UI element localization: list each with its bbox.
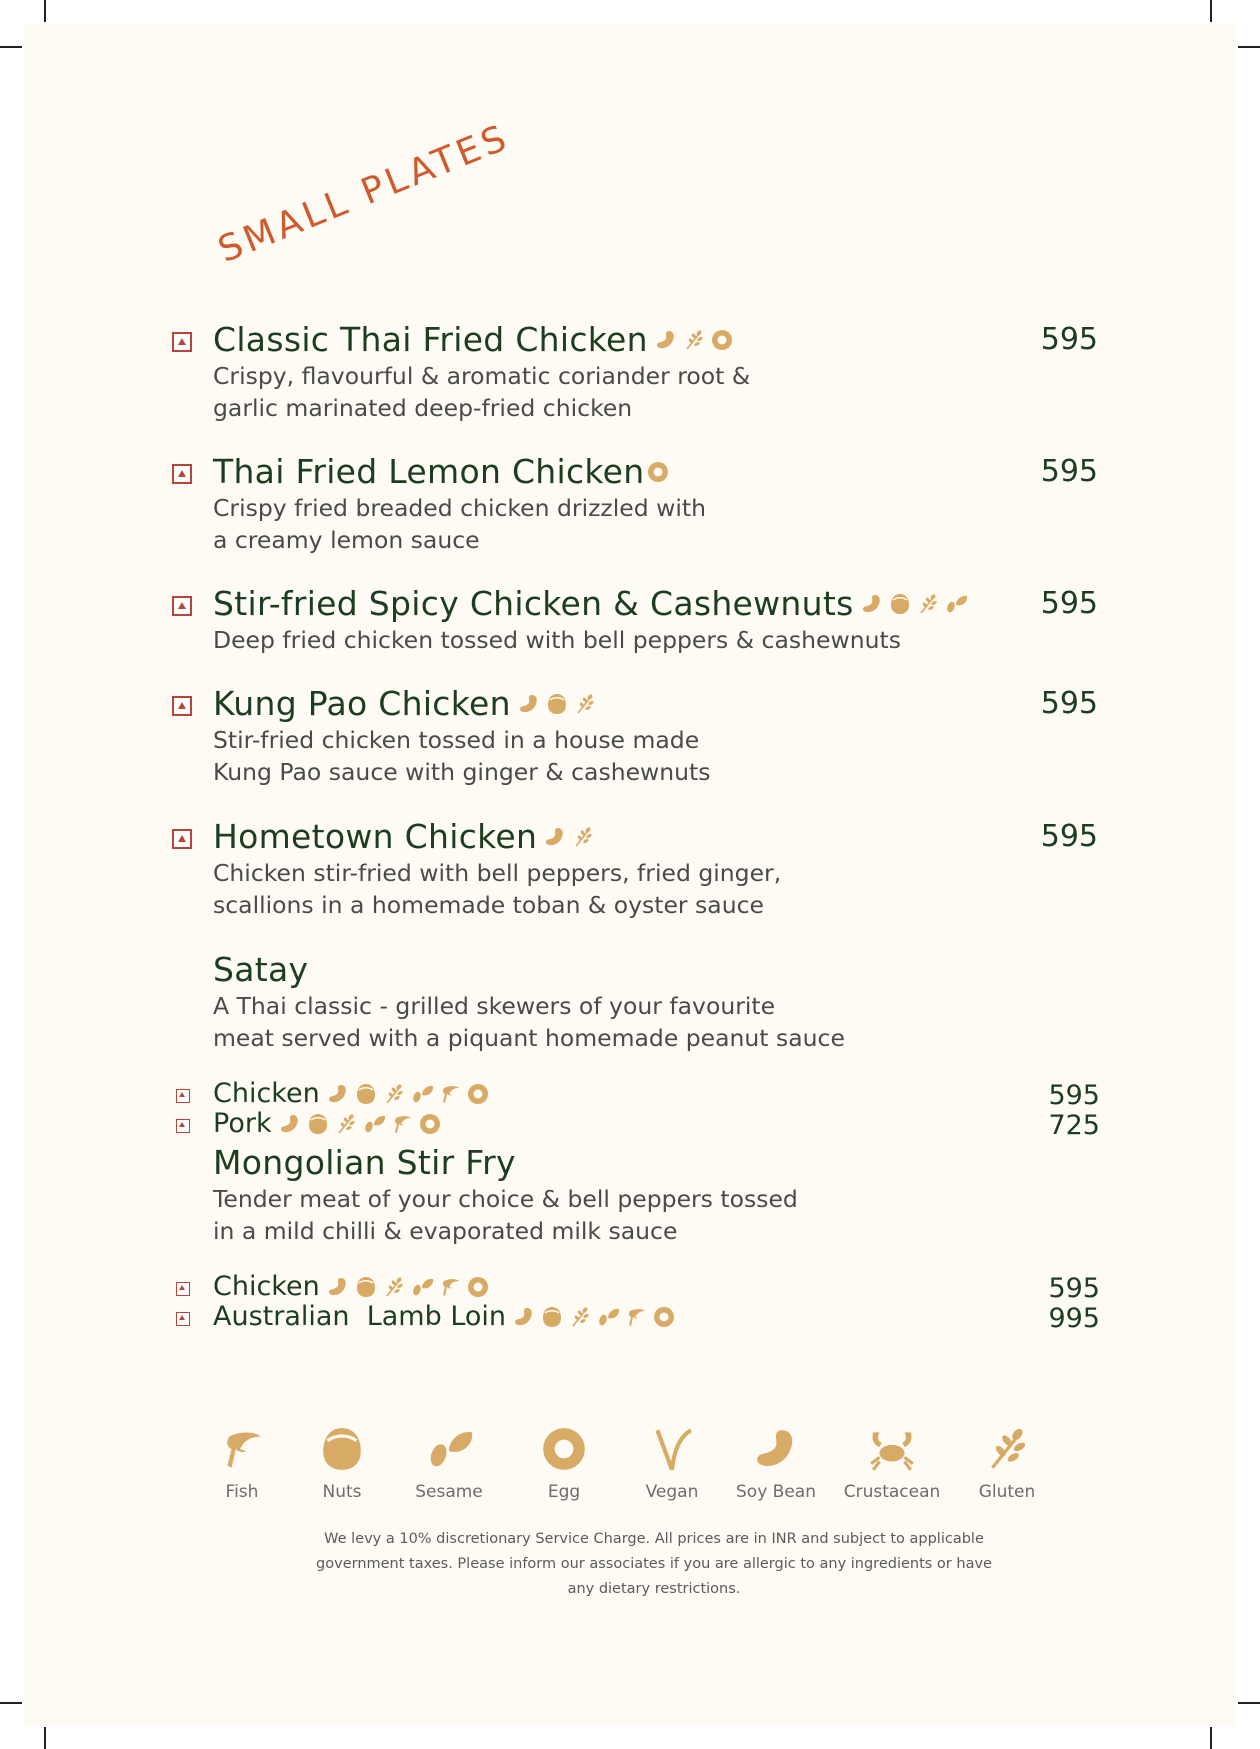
item-description: [213, 624, 901, 656]
egg-icon: [466, 1082, 490, 1106]
item-description-line: scallions in a homemade toban & oyster sauce: [213, 891, 764, 919]
crop-mark: [1238, 1702, 1260, 1704]
gluten-icon: [682, 328, 706, 352]
allergen-icons: [326, 1275, 490, 1299]
option-label: Australian Lamb Loin: [213, 1301, 507, 1332]
option-row: [213, 1271, 490, 1302]
gluten-icon: [982, 1424, 1032, 1474]
gluten-icon: [382, 1082, 406, 1106]
item-description-line: Deep fried chicken tossed with bell peppers & cashewnuts: [213, 626, 901, 654]
item-price: 595: [1040, 454, 1098, 489]
soy-bean-icon: [326, 1275, 350, 1299]
option-price: 995: [1048, 1303, 1100, 1334]
nuts-icon: [545, 692, 569, 716]
option-row: [213, 1301, 676, 1332]
item-title: Satay: [213, 950, 309, 989]
egg-icon: [466, 1275, 490, 1299]
item-title-text: Stir-fried Spicy Chicken & Cashewnuts: [213, 584, 854, 623]
legend-item: [287, 1424, 397, 1502]
allergen-icons: [326, 1082, 490, 1106]
legend-item: [837, 1424, 947, 1502]
option-row: [213, 1108, 442, 1139]
allergen-icons: [646, 460, 670, 484]
legend-item: [617, 1424, 727, 1502]
non-veg-marker-icon: [172, 696, 192, 716]
footer-line: We levy a 10% discretionary Service Charge. All prices are in INR and subject to applicable: [324, 1531, 984, 1547]
item-title: [213, 684, 597, 723]
legend-label: Nuts: [322, 1482, 362, 1502]
soy-bean-icon: [512, 1305, 536, 1329]
nuts-icon: [354, 1082, 378, 1106]
allergen-icons: [654, 328, 734, 352]
legend-label: Gluten: [978, 1482, 1036, 1502]
crop-mark: [1238, 46, 1260, 48]
gluten-icon: [573, 692, 597, 716]
nuts-icon: [306, 1112, 330, 1136]
option-price: 725: [1048, 1110, 1100, 1141]
item-description-line: Chicken stir-fried with bell peppers, fried ginger,: [213, 859, 782, 887]
item-price: 595: [1040, 322, 1098, 357]
sesame-icon: [410, 1275, 434, 1299]
nuts-icon: [317, 1424, 367, 1474]
nuts-icon: [354, 1275, 378, 1299]
fish-icon: [624, 1305, 648, 1329]
item-description-line: a creamy lemon sauce: [213, 526, 480, 554]
option-row: [213, 1078, 490, 1109]
soy-bean-icon: [278, 1112, 302, 1136]
item-title: [213, 320, 734, 359]
item-description: [213, 1183, 798, 1247]
item-description: [213, 857, 781, 921]
egg-icon: [710, 328, 734, 352]
option-label: Chicken: [213, 1271, 320, 1302]
fish-icon: [438, 1275, 462, 1299]
item-description-line: Crispy fried breaded chicken drizzled with: [213, 494, 706, 522]
item-title: [213, 584, 968, 623]
item-description-line: Tender meat of your choice & bell peppers tossed: [213, 1185, 798, 1213]
sesame-icon: [362, 1112, 386, 1136]
legend-item: [721, 1424, 831, 1502]
item-title: [213, 817, 595, 856]
item-description: [213, 990, 845, 1054]
gluten-icon: [571, 825, 595, 849]
footer-note: [304, 1527, 1004, 1602]
option-price: 595: [1048, 1080, 1100, 1111]
section-title: SMALL PLATES: [212, 116, 516, 272]
allergen-icons: [543, 825, 595, 849]
crop-mark: [0, 1702, 22, 1704]
legend-item: [952, 1424, 1062, 1502]
allergen-icons: [278, 1112, 442, 1136]
sesame-icon: [410, 1082, 434, 1106]
non-veg-marker-icon: [176, 1089, 190, 1103]
item-price: 595: [1040, 686, 1098, 721]
sesame-icon: [944, 592, 968, 616]
crop-mark: [1210, 1727, 1212, 1749]
gluten-icon: [568, 1305, 592, 1329]
item-description: [213, 724, 711, 788]
fish-icon: [217, 1424, 267, 1474]
option-price: 595: [1048, 1273, 1100, 1304]
crop-mark: [0, 46, 22, 48]
non-veg-marker-icon: [172, 464, 192, 484]
legend-item: [394, 1424, 504, 1502]
menu-page: [24, 24, 1236, 1726]
non-veg-marker-icon: [176, 1312, 190, 1326]
item-description-line: A Thai classic - grilled skewers of your favourite: [213, 992, 776, 1020]
item-title-text: Kung Pao Chicken: [213, 684, 511, 723]
item-title-text: Thai Fried Lemon Chicken: [213, 452, 645, 491]
legend-item: [187, 1424, 297, 1502]
item-price: 595: [1040, 819, 1098, 854]
non-veg-marker-icon: [176, 1282, 190, 1296]
soy-bean-icon: [860, 592, 884, 616]
legend-item: [509, 1424, 619, 1502]
option-label: Pork: [213, 1108, 272, 1139]
soy-bean-icon: [751, 1424, 801, 1474]
footer-line: any dietary restrictions.: [567, 1581, 741, 1597]
sesame-icon: [424, 1424, 474, 1474]
soy-bean-icon: [517, 692, 541, 716]
item-description-line: garlic marinated deep-fried chicken: [213, 394, 633, 422]
crustacean-icon: [867, 1424, 917, 1474]
item-title-text: Classic Thai Fried Chicken: [213, 320, 648, 359]
soy-bean-icon: [654, 328, 678, 352]
fish-icon: [438, 1082, 462, 1106]
legend-label: Soy Bean: [736, 1482, 816, 1502]
item-description-line: Stir-fried chicken tossed in a house made: [213, 726, 700, 754]
allergen-icons: [517, 692, 597, 716]
nuts-icon: [540, 1305, 564, 1329]
allergen-icons: [512, 1305, 676, 1329]
item-description-line: meat served with a piquant homemade peanut sauce: [213, 1024, 845, 1052]
legend-label: Egg: [547, 1482, 581, 1502]
non-veg-marker-icon: [176, 1119, 190, 1133]
vegan-icon: [647, 1424, 697, 1474]
soy-bean-icon: [326, 1082, 350, 1106]
item-description-line: Crispy, flavourful & aromatic coriander root &: [213, 362, 751, 390]
gluten-icon: [916, 592, 940, 616]
egg-icon: [539, 1424, 589, 1474]
sesame-icon: [596, 1305, 620, 1329]
item-description-line: in a mild chilli & evaporated milk sauce: [213, 1217, 678, 1245]
item-description-line: Kung Pao sauce with ginger & cashewnuts: [213, 758, 711, 786]
legend-label: Fish: [225, 1482, 259, 1502]
option-label: Chicken: [213, 1078, 320, 1109]
legend-label: Vegan: [645, 1482, 699, 1502]
item-title-text: Hometown Chicken: [213, 817, 538, 856]
item-description: [213, 360, 750, 424]
egg-icon: [646, 460, 670, 484]
non-veg-marker-icon: [172, 829, 192, 849]
item-description: [213, 492, 706, 556]
allergen-icons: [860, 592, 968, 616]
soy-bean-icon: [543, 825, 567, 849]
non-veg-marker-icon: [172, 332, 192, 352]
egg-icon: [652, 1305, 676, 1329]
legend-label: Crustacean: [843, 1482, 941, 1502]
item-price: 595: [1040, 586, 1098, 621]
gluten-icon: [382, 1275, 406, 1299]
nuts-icon: [888, 592, 912, 616]
item-title: [213, 452, 670, 491]
non-veg-marker-icon: [172, 596, 192, 616]
egg-icon: [418, 1112, 442, 1136]
gluten-icon: [334, 1112, 358, 1136]
fish-icon: [390, 1112, 414, 1136]
item-title: Mongolian Stir Fry: [213, 1143, 516, 1182]
footer-line: government taxes. Please inform our associates if you are allergic to any ingredients or have: [316, 1556, 992, 1572]
crop-mark: [1210, 0, 1212, 22]
crop-mark: [44, 1727, 46, 1749]
legend-label: Sesame: [415, 1482, 483, 1502]
crop-mark: [44, 0, 46, 22]
